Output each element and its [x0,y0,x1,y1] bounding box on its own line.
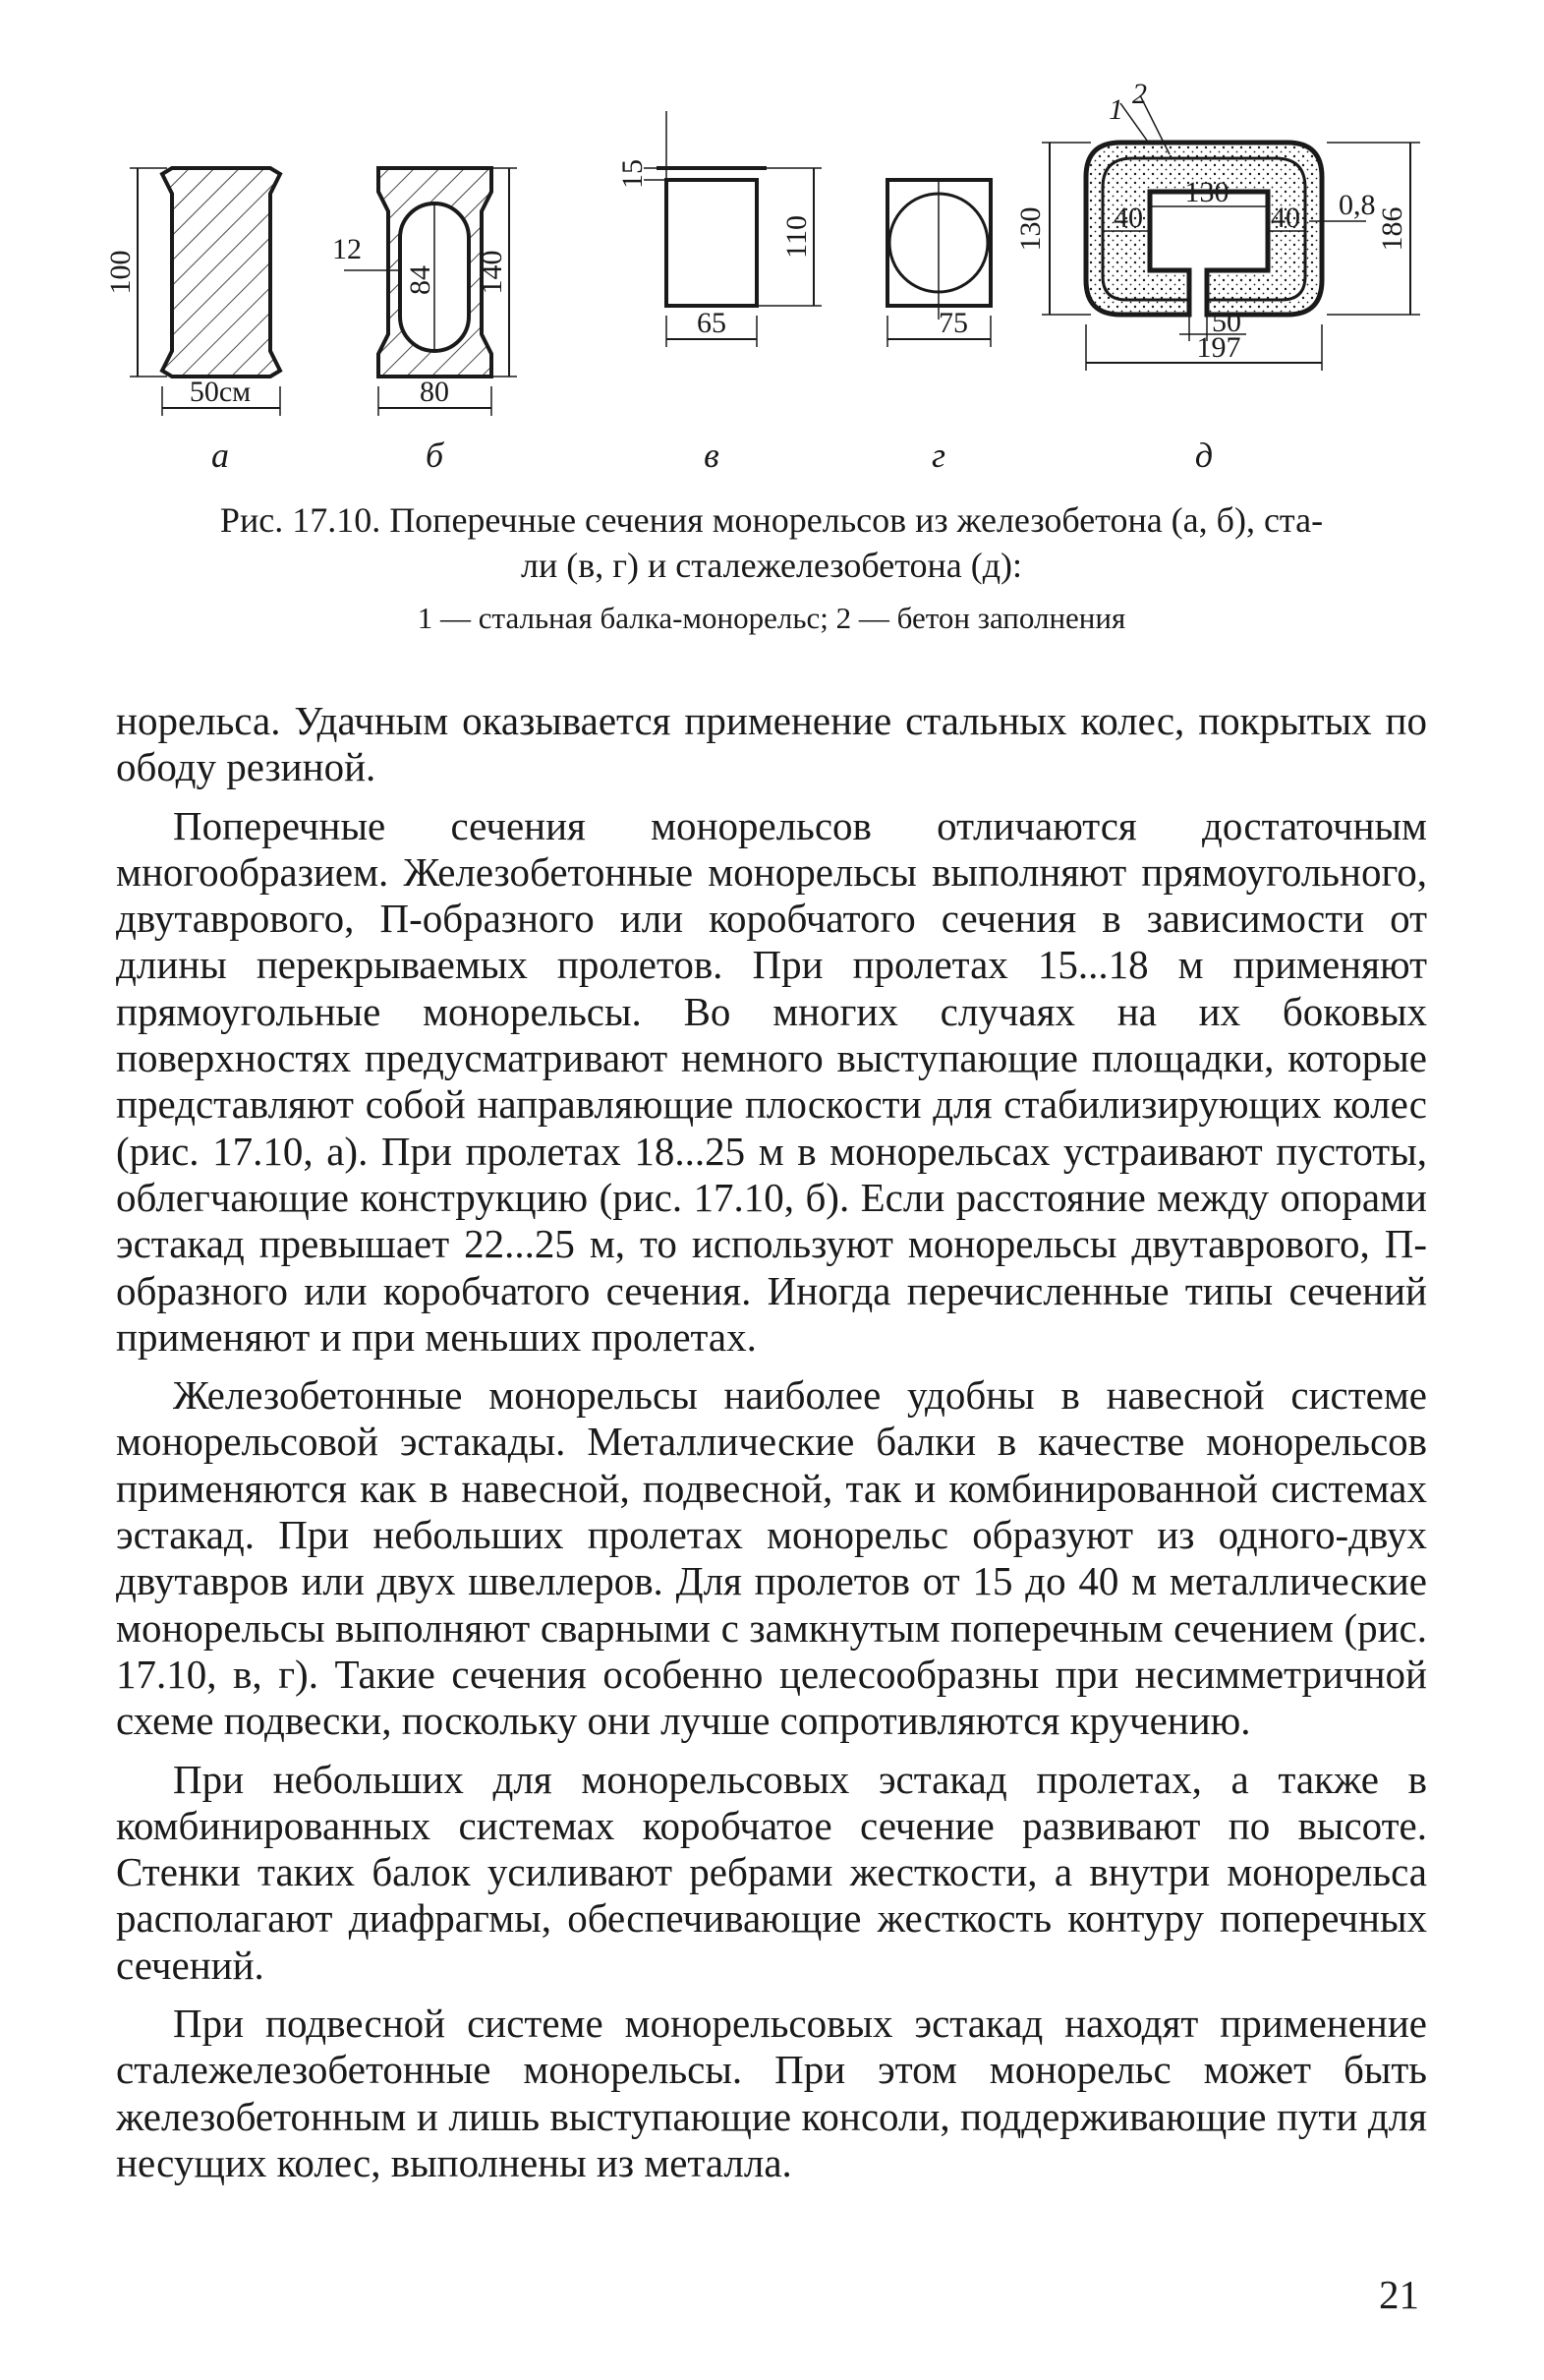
section-d-top: 130 [1184,176,1229,208]
paragraph: При небольших для монорельсовых эстакад пролетах, а также в комбинированных системах коробчатое сечение развивают по высоте. Стенки таких балок усиливают ребрами жесткости, а внутри монорельса располагают диафрагмы, обеспечивающие жесткость контуру поперечных сечений. [116,1756,1427,1988]
section-v-sublabel: в [704,435,719,475]
section-v-height: 110 [780,215,813,259]
section-d-thickness: 0,8 [1339,189,1376,221]
section-b [332,168,517,475]
section-g-width: 75 [939,307,968,339]
section-d-gap: 50 [1212,306,1241,338]
section-a-sublabel: а [211,435,229,475]
caption-line-2: ли (в, г) и сталежелезобетона (д): [520,546,1022,585]
section-v [616,111,822,475]
paragraph: Железобетонные монорельсы наиболее удобны в навесной системе монорельсовой эстакады. Металлические балки в качестве монорельсов применяются как в навесной, подвесной, так и комбинированной системах эстакад. При небольших пролетах монорельс образуют из одного-двух двутавров или двух швеллеров. Для пролетов от 15 до 40 м металлические монорельсы выполняют сварными с замкнутым поперечным сечением (рис. 17.10, в, г). Такие сечения особенно целесообразны при несимметричной схеме подвески, поскольку они лучше сопротивляются кручению. [116,1372,1427,1744]
caption-legend: 1 — стальная балка-монорельс; 2 — бетон заполнения [417,601,1126,635]
section-d-left-height: 130 [1014,206,1047,252]
section-g [887,180,991,475]
section-a-height: 100 [104,250,137,295]
section-a-shape [162,168,280,377]
section-d-inner-left: 40 [1114,202,1143,234]
paragraph: норельса. Удачным оказывается применение стальных колес, покрытых по ободу резиной. [116,698,1427,790]
section-v-width: 65 [697,307,726,339]
section-a-width: 50см [189,376,252,408]
paragraph: Поперечные сечения монорельсов отличаются достаточным многообразием. Железобетонные монорельсы выполняют прямоугольного, двутаврового, П-образного или коробчатого сечения в зависимости от длины перекрываемых пролетов. При пролетах 15...18 м применяют прямоугольные монорельсы. Во многих случаях на их боковых поверхностях предусматривают немного выступающие площадки, которые представляют собой направляющие плоскости для стабилизирующих колес (рис. 17.10, а). При пролетах 18...25 м в монорельсах устраивают пустоты, облегчающие конструкцию (рис. 17.10, б). Если расстояние между опорами эстакад превышает 22...25 м, то используют монорельсы двутаврового, П-образного или коробчатого сечения. Иногда перечисленные типы сечений применяют и при меньших пролетах. [116,802,1427,1360]
section-b-width: 80 [420,376,449,408]
section-d-label-2: 2 [1132,84,1147,110]
section-d [1014,84,1420,475]
section-v-shape [666,180,757,306]
section-b-side: 12 [332,233,362,265]
figure-caption [108,497,1435,641]
section-b-inner: 84 [404,265,436,295]
section-b-sublabel: б [425,435,444,475]
paragraph: При подвесной системе монорельсовых эстакад находят применение сталежелезобетонные монорельсы. При этом монорельс может быть железобетонным и лишь выступающие консоли, поддерживающие пути для несущих колес, выполнены из металла. [116,2001,1427,2185]
section-d-label-1: 1 [1109,93,1123,126]
section-b-height: 140 [476,250,508,295]
section-v-top: 15 [616,159,649,189]
section-d-width: 197 [1196,331,1241,364]
figure-17-10 [98,84,1455,506]
section-d-right-height: 186 [1376,206,1408,252]
section-d-inner-right: 40 [1271,202,1300,234]
page-number: 21 [1379,2272,1419,2317]
section-d-sublabel: д [1194,435,1214,475]
section-g-sublabel: г [931,435,946,475]
body-text [116,698,1427,2186]
section-a [104,168,280,475]
caption-line-1: Рис. 17.10. Поперечные сечения монорельсов из железобетона (а, б), ста- [219,500,1324,540]
